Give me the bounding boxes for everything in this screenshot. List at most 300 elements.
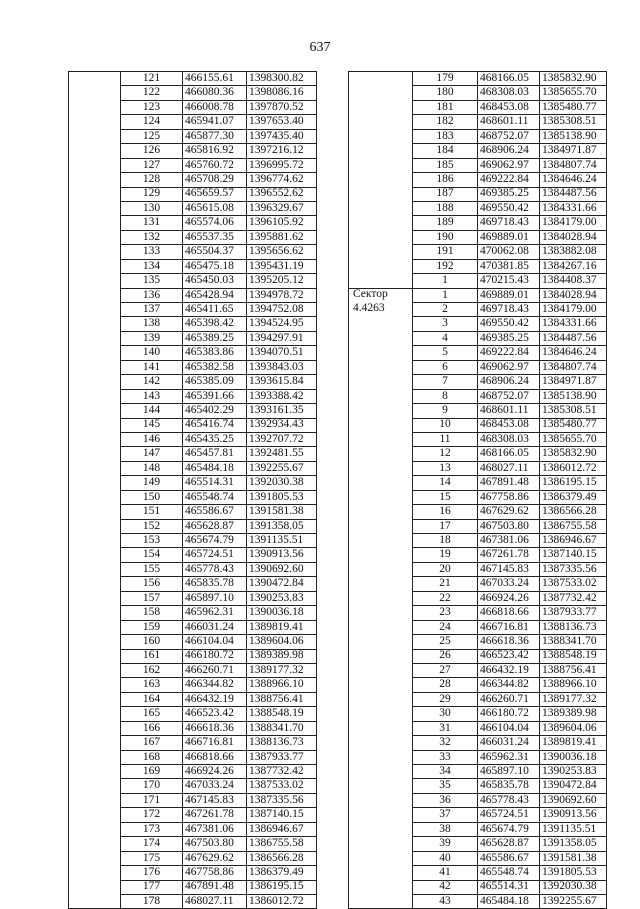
sector-cell bbox=[349, 144, 413, 158]
x-coordinate-cell: 465450.03 bbox=[183, 274, 247, 288]
point-number-cell: 185 bbox=[413, 158, 478, 172]
y-coordinate-cell: 1384646.24 bbox=[540, 173, 607, 187]
point-number-cell: 11 bbox=[413, 432, 478, 446]
point-number-cell: 171 bbox=[121, 793, 183, 807]
point-number-cell: 33 bbox=[413, 750, 478, 764]
table-row bbox=[69, 793, 317, 807]
x-coordinate-cell: 469550.42 bbox=[478, 201, 540, 215]
x-coordinate-cell: 468453.08 bbox=[478, 418, 540, 432]
sector-cell bbox=[349, 375, 413, 389]
x-coordinate-cell: 465484.18 bbox=[183, 461, 247, 475]
x-coordinate-cell: 465514.31 bbox=[183, 476, 247, 490]
point-number-cell: 136 bbox=[121, 288, 183, 302]
point-number-cell: 20 bbox=[413, 562, 478, 576]
x-coordinate-cell: 468027.11 bbox=[478, 461, 540, 475]
x-coordinate-cell: 468453.08 bbox=[478, 100, 540, 114]
y-coordinate-cell: 1387933.77 bbox=[247, 750, 317, 764]
sector-cell bbox=[349, 851, 413, 865]
x-coordinate-cell: 465674.79 bbox=[478, 822, 540, 836]
point-number-cell: 176 bbox=[121, 866, 183, 880]
table-row bbox=[349, 678, 607, 692]
x-coordinate-cell: 469385.25 bbox=[478, 187, 540, 201]
y-coordinate-cell: 1386195.15 bbox=[247, 880, 317, 894]
table-row bbox=[349, 894, 607, 908]
table-row bbox=[69, 519, 317, 533]
table-row bbox=[69, 635, 317, 649]
table-row bbox=[349, 72, 607, 86]
y-coordinate-cell: 1397435.40 bbox=[247, 129, 317, 143]
point-number-cell: 133 bbox=[121, 245, 183, 259]
table-row bbox=[69, 303, 317, 317]
x-coordinate-cell: 467261.78 bbox=[478, 548, 540, 562]
point-number-cell: 160 bbox=[121, 635, 183, 649]
point-number-cell: 29 bbox=[413, 692, 478, 706]
x-coordinate-cell: 466924.26 bbox=[183, 765, 247, 779]
point-number-cell: 159 bbox=[121, 620, 183, 634]
point-number-cell: 28 bbox=[413, 678, 478, 692]
y-coordinate-cell: 1397870.52 bbox=[247, 100, 317, 114]
y-coordinate-cell: 1391135.51 bbox=[247, 534, 317, 548]
y-coordinate-cell: 1384179.00 bbox=[540, 216, 607, 230]
point-number-cell: 17 bbox=[413, 519, 478, 533]
sector-cell bbox=[69, 591, 121, 605]
y-coordinate-cell: 1387140.15 bbox=[247, 808, 317, 822]
point-number-cell: 125 bbox=[121, 129, 183, 143]
table-row bbox=[349, 288, 607, 302]
y-coordinate-cell: 1390472.84 bbox=[247, 577, 317, 591]
sector-cell bbox=[69, 432, 121, 446]
y-coordinate-cell: 1387533.02 bbox=[247, 779, 317, 793]
y-coordinate-cell: 1384646.24 bbox=[540, 346, 607, 360]
sector-cell bbox=[69, 375, 121, 389]
point-number-cell: 10 bbox=[413, 418, 478, 432]
x-coordinate-cell: 465548.74 bbox=[183, 490, 247, 504]
table-row bbox=[349, 721, 607, 735]
y-coordinate-cell: 1388136.73 bbox=[540, 620, 607, 634]
y-coordinate-cell: 1384487.56 bbox=[540, 331, 607, 345]
table-row bbox=[69, 317, 317, 331]
table-row bbox=[349, 86, 607, 100]
table-row bbox=[69, 476, 317, 490]
y-coordinate-cell: 1384028.94 bbox=[540, 230, 607, 244]
sector-cell bbox=[349, 346, 413, 360]
point-number-cell: 152 bbox=[121, 519, 183, 533]
x-coordinate-cell: 465385.09 bbox=[183, 375, 247, 389]
point-number-cell: 9 bbox=[413, 404, 478, 418]
point-number-cell: 7 bbox=[413, 375, 478, 389]
x-coordinate-cell: 466818.66 bbox=[478, 606, 540, 620]
table-row bbox=[349, 418, 607, 432]
y-coordinate-cell: 1396105.92 bbox=[247, 216, 317, 230]
y-coordinate-cell: 1390692.60 bbox=[247, 562, 317, 576]
point-number-cell: 191 bbox=[413, 245, 478, 259]
point-number-cell: 151 bbox=[121, 505, 183, 519]
y-coordinate-cell: 1384971.87 bbox=[540, 144, 607, 158]
point-number-cell: 134 bbox=[121, 259, 183, 273]
y-coordinate-cell: 1388756.41 bbox=[247, 692, 317, 706]
table-row bbox=[349, 548, 607, 562]
point-number-cell: 135 bbox=[121, 274, 183, 288]
x-coordinate-cell: 465389.25 bbox=[183, 331, 247, 345]
y-coordinate-cell: 1393843.03 bbox=[247, 360, 317, 374]
point-number-cell: 145 bbox=[121, 418, 183, 432]
x-coordinate-cell: 468752.07 bbox=[478, 389, 540, 403]
x-coordinate-cell: 465628.87 bbox=[183, 519, 247, 533]
y-coordinate-cell: 1385138.90 bbox=[540, 389, 607, 403]
x-coordinate-cell: 465402.29 bbox=[183, 404, 247, 418]
table-row bbox=[69, 894, 317, 908]
table-row bbox=[69, 880, 317, 894]
table-row bbox=[69, 779, 317, 793]
sector-cell bbox=[349, 476, 413, 490]
table-row bbox=[69, 851, 317, 865]
point-number-cell: 186 bbox=[413, 173, 478, 187]
sector-cell bbox=[69, 894, 121, 908]
y-coordinate-cell: 1393161.35 bbox=[247, 404, 317, 418]
table-row bbox=[69, 216, 317, 230]
point-number-cell: 30 bbox=[413, 707, 478, 721]
sector-cell bbox=[349, 129, 413, 143]
sector-cell bbox=[349, 461, 413, 475]
y-coordinate-cell: 1392255.67 bbox=[540, 894, 607, 908]
table-row bbox=[69, 230, 317, 244]
y-coordinate-cell: 1386012.72 bbox=[247, 894, 317, 908]
x-coordinate-cell: 465586.67 bbox=[183, 505, 247, 519]
sector-cell bbox=[349, 620, 413, 634]
y-coordinate-cell: 1394297.91 bbox=[247, 331, 317, 345]
table-row bbox=[69, 331, 317, 345]
table-row bbox=[349, 404, 607, 418]
y-coordinate-cell: 1389177.32 bbox=[247, 663, 317, 677]
sector-cell bbox=[69, 822, 121, 836]
table-row bbox=[69, 288, 317, 302]
point-number-cell: 182 bbox=[413, 115, 478, 129]
sector-cell bbox=[69, 187, 121, 201]
point-number-cell: 6 bbox=[413, 360, 478, 374]
table-row bbox=[349, 375, 607, 389]
y-coordinate-cell: 1385308.51 bbox=[540, 404, 607, 418]
sector-cell bbox=[69, 404, 121, 418]
point-number-cell: 36 bbox=[413, 793, 478, 807]
table-row bbox=[69, 389, 317, 403]
table-row bbox=[349, 432, 607, 446]
y-coordinate-cell: 1391135.51 bbox=[540, 822, 607, 836]
table-row bbox=[349, 808, 607, 822]
x-coordinate-cell: 467503.80 bbox=[183, 837, 247, 851]
table-row bbox=[349, 100, 607, 114]
y-coordinate-cell: 1386566.28 bbox=[247, 851, 317, 865]
sector-cell bbox=[349, 663, 413, 677]
point-number-cell: 132 bbox=[121, 230, 183, 244]
point-number-cell: 22 bbox=[413, 591, 478, 605]
y-coordinate-cell: 1396552.62 bbox=[247, 187, 317, 201]
point-number-cell: 179 bbox=[413, 72, 478, 86]
sector-cell bbox=[69, 692, 121, 706]
coordinates-table-left bbox=[68, 71, 317, 909]
x-coordinate-cell: 465416.74 bbox=[183, 418, 247, 432]
point-number-cell: 157 bbox=[121, 591, 183, 605]
point-number-cell: 131 bbox=[121, 216, 183, 230]
table-row bbox=[349, 303, 607, 317]
sector-cell bbox=[69, 476, 121, 490]
point-number-cell: 4 bbox=[413, 331, 478, 345]
table-row bbox=[349, 201, 607, 215]
x-coordinate-cell: 469550.42 bbox=[478, 317, 540, 331]
point-number-cell: 8 bbox=[413, 389, 478, 403]
table-row bbox=[349, 562, 607, 576]
sector-cell bbox=[69, 418, 121, 432]
point-number-cell: 18 bbox=[413, 534, 478, 548]
sector-cell bbox=[69, 577, 121, 591]
coordinates-table-left-body bbox=[69, 72, 317, 909]
sector-cell bbox=[69, 490, 121, 504]
point-number-cell: 16 bbox=[413, 505, 478, 519]
point-number-cell: 187 bbox=[413, 187, 478, 201]
y-coordinate-cell: 1386566.28 bbox=[540, 505, 607, 519]
table-row bbox=[69, 548, 317, 562]
sector-cell bbox=[349, 447, 413, 461]
sector-cell bbox=[349, 562, 413, 576]
table-row bbox=[349, 793, 607, 807]
sector-cell bbox=[349, 72, 413, 86]
y-coordinate-cell: 1398300.82 bbox=[247, 72, 317, 86]
point-number-cell: 124 bbox=[121, 115, 183, 129]
y-coordinate-cell: 1387933.77 bbox=[540, 606, 607, 620]
x-coordinate-cell: 465778.43 bbox=[183, 562, 247, 576]
sector-cell bbox=[69, 115, 121, 129]
point-number-cell: 183 bbox=[413, 129, 478, 143]
y-coordinate-cell: 1385655.70 bbox=[540, 432, 607, 446]
y-coordinate-cell: 1386946.67 bbox=[247, 822, 317, 836]
table-row bbox=[349, 461, 607, 475]
sector-cell bbox=[69, 317, 121, 331]
y-coordinate-cell: 1387335.56 bbox=[247, 793, 317, 807]
table-row bbox=[69, 490, 317, 504]
point-number-cell: 192 bbox=[413, 259, 478, 273]
point-number-cell: 180 bbox=[413, 86, 478, 100]
table-row bbox=[349, 259, 607, 273]
y-coordinate-cell: 1385480.77 bbox=[540, 418, 607, 432]
x-coordinate-cell: 465574.06 bbox=[183, 216, 247, 230]
table-row bbox=[349, 663, 607, 677]
sector-cell bbox=[349, 201, 413, 215]
y-coordinate-cell: 1385138.90 bbox=[540, 129, 607, 143]
point-number-cell: 190 bbox=[413, 230, 478, 244]
table-row bbox=[349, 187, 607, 201]
y-coordinate-cell: 1388341.70 bbox=[540, 635, 607, 649]
y-coordinate-cell: 1389819.41 bbox=[247, 620, 317, 634]
table-row bbox=[69, 100, 317, 114]
table-row bbox=[349, 274, 607, 288]
table-row bbox=[69, 245, 317, 259]
table-row bbox=[349, 692, 607, 706]
point-number-cell: 43 bbox=[413, 894, 478, 908]
point-number-cell: 165 bbox=[121, 707, 183, 721]
point-number-cell: 139 bbox=[121, 331, 183, 345]
sector-cell bbox=[69, 606, 121, 620]
sector-cell bbox=[349, 779, 413, 793]
x-coordinate-cell: 469718.43 bbox=[478, 216, 540, 230]
sector-cell bbox=[69, 447, 121, 461]
y-coordinate-cell: 1386012.72 bbox=[540, 461, 607, 475]
y-coordinate-cell: 1391805.53 bbox=[540, 866, 607, 880]
sector-cell bbox=[349, 736, 413, 750]
point-number-cell: 1 bbox=[413, 288, 478, 302]
table-row bbox=[349, 245, 607, 259]
y-coordinate-cell: 1388966.10 bbox=[540, 678, 607, 692]
y-coordinate-cell: 1385480.77 bbox=[540, 100, 607, 114]
table-row bbox=[69, 86, 317, 100]
sector-cell bbox=[69, 216, 121, 230]
sector-cell: Сектор bbox=[349, 288, 413, 302]
y-coordinate-cell: 1394978.72 bbox=[247, 288, 317, 302]
x-coordinate-cell: 467891.48 bbox=[478, 476, 540, 490]
point-number-cell: 122 bbox=[121, 86, 183, 100]
sector-cell bbox=[349, 317, 413, 331]
sector-cell bbox=[349, 519, 413, 533]
point-number-cell: 143 bbox=[121, 389, 183, 403]
table-row bbox=[69, 822, 317, 836]
point-number-cell: 163 bbox=[121, 678, 183, 692]
x-coordinate-cell: 466104.04 bbox=[478, 721, 540, 735]
y-coordinate-cell: 1384331.66 bbox=[540, 317, 607, 331]
table-row bbox=[69, 591, 317, 605]
y-coordinate-cell: 1392030.38 bbox=[247, 476, 317, 490]
sector-cell bbox=[349, 173, 413, 187]
x-coordinate-cell: 465411.65 bbox=[183, 303, 247, 317]
y-coordinate-cell: 1387732.42 bbox=[540, 591, 607, 605]
table-row bbox=[349, 490, 607, 504]
sector-cell bbox=[69, 173, 121, 187]
x-coordinate-cell: 469385.25 bbox=[478, 331, 540, 345]
point-number-cell: 177 bbox=[121, 880, 183, 894]
x-coordinate-cell: 465659.57 bbox=[183, 187, 247, 201]
y-coordinate-cell: 1396995.72 bbox=[247, 158, 317, 172]
x-coordinate-cell: 465941.07 bbox=[183, 115, 247, 129]
sector-cell bbox=[349, 591, 413, 605]
y-coordinate-cell: 1384331.66 bbox=[540, 201, 607, 215]
x-coordinate-cell: 469062.97 bbox=[478, 158, 540, 172]
table-row bbox=[69, 418, 317, 432]
y-coordinate-cell: 1391581.38 bbox=[247, 505, 317, 519]
table-row bbox=[349, 591, 607, 605]
sector-cell bbox=[69, 562, 121, 576]
table-row bbox=[69, 837, 317, 851]
x-coordinate-cell: 468906.24 bbox=[478, 375, 540, 389]
x-coordinate-cell: 466031.24 bbox=[478, 736, 540, 750]
point-number-cell: 158 bbox=[121, 606, 183, 620]
point-number-cell: 1 bbox=[413, 274, 478, 288]
point-number-cell: 167 bbox=[121, 736, 183, 750]
x-coordinate-cell: 466432.19 bbox=[478, 663, 540, 677]
table-row bbox=[349, 389, 607, 403]
point-number-cell: 34 bbox=[413, 765, 478, 779]
table-row bbox=[349, 519, 607, 533]
sector-cell bbox=[349, 635, 413, 649]
x-coordinate-cell: 467145.83 bbox=[478, 562, 540, 576]
point-number-cell: 154 bbox=[121, 548, 183, 562]
table-row bbox=[349, 635, 607, 649]
x-coordinate-cell: 468166.05 bbox=[478, 72, 540, 86]
y-coordinate-cell: 1387533.02 bbox=[540, 577, 607, 591]
y-coordinate-cell: 1391581.38 bbox=[540, 851, 607, 865]
x-coordinate-cell: 466344.82 bbox=[478, 678, 540, 692]
y-coordinate-cell: 1389604.06 bbox=[247, 635, 317, 649]
y-coordinate-cell: 1384408.37 bbox=[540, 274, 607, 288]
x-coordinate-cell: 466104.04 bbox=[183, 635, 247, 649]
x-coordinate-cell: 470381.85 bbox=[478, 259, 540, 273]
sector-cell bbox=[69, 721, 121, 735]
sector-cell bbox=[69, 750, 121, 764]
sector-cell bbox=[349, 765, 413, 779]
y-coordinate-cell: 1395205.12 bbox=[247, 274, 317, 288]
sector-cell bbox=[69, 360, 121, 374]
sector-cell bbox=[349, 808, 413, 822]
sector-cell bbox=[69, 201, 121, 215]
y-coordinate-cell: 1388548.19 bbox=[540, 649, 607, 663]
sector-cell bbox=[69, 331, 121, 345]
point-number-cell: 2 bbox=[413, 303, 478, 317]
y-coordinate-cell: 1385832.90 bbox=[540, 447, 607, 461]
x-coordinate-cell: 465514.31 bbox=[478, 880, 540, 894]
sector-cell bbox=[349, 577, 413, 591]
table-row bbox=[349, 144, 607, 158]
sector-cell bbox=[69, 129, 121, 143]
coordinates-table-right-body bbox=[349, 72, 607, 909]
table-row bbox=[349, 765, 607, 779]
table-row bbox=[349, 577, 607, 591]
x-coordinate-cell: 465391.66 bbox=[183, 389, 247, 403]
x-coordinate-cell: 465615.08 bbox=[183, 201, 247, 215]
point-number-cell: 146 bbox=[121, 432, 183, 446]
x-coordinate-cell: 466344.82 bbox=[183, 678, 247, 692]
sector-cell bbox=[69, 663, 121, 677]
y-coordinate-cell: 1395881.62 bbox=[247, 230, 317, 244]
y-coordinate-cell: 1395431.19 bbox=[247, 259, 317, 273]
sector-cell bbox=[69, 245, 121, 259]
x-coordinate-cell: 465382.58 bbox=[183, 360, 247, 374]
sector-cell bbox=[69, 389, 121, 403]
y-coordinate-cell: 1394752.08 bbox=[247, 303, 317, 317]
table-row bbox=[69, 534, 317, 548]
x-coordinate-cell: 465835.78 bbox=[183, 577, 247, 591]
sector-cell bbox=[349, 274, 413, 288]
sector-cell bbox=[69, 259, 121, 273]
point-number-cell: 26 bbox=[413, 649, 478, 663]
sector-cell bbox=[349, 404, 413, 418]
y-coordinate-cell: 1385308.51 bbox=[540, 115, 607, 129]
x-coordinate-cell: 465816.92 bbox=[183, 144, 247, 158]
sector-cell bbox=[349, 649, 413, 663]
table-row bbox=[69, 577, 317, 591]
table-row bbox=[69, 750, 317, 764]
x-coordinate-cell: 468601.11 bbox=[478, 115, 540, 129]
y-coordinate-cell: 1386755.58 bbox=[247, 837, 317, 851]
y-coordinate-cell: 1389177.32 bbox=[540, 692, 607, 706]
table-row bbox=[69, 115, 317, 129]
x-coordinate-cell: 465897.10 bbox=[183, 591, 247, 605]
x-coordinate-cell: 468027.11 bbox=[183, 894, 247, 908]
sector-cell bbox=[69, 346, 121, 360]
y-coordinate-cell: 1388966.10 bbox=[247, 678, 317, 692]
sector-cell bbox=[69, 678, 121, 692]
point-number-cell: 13 bbox=[413, 461, 478, 475]
table-row bbox=[349, 750, 607, 764]
y-coordinate-cell: 1385832.90 bbox=[540, 72, 607, 86]
y-coordinate-cell: 1390253.83 bbox=[540, 765, 607, 779]
point-number-cell: 129 bbox=[121, 187, 183, 201]
sector-cell bbox=[69, 635, 121, 649]
